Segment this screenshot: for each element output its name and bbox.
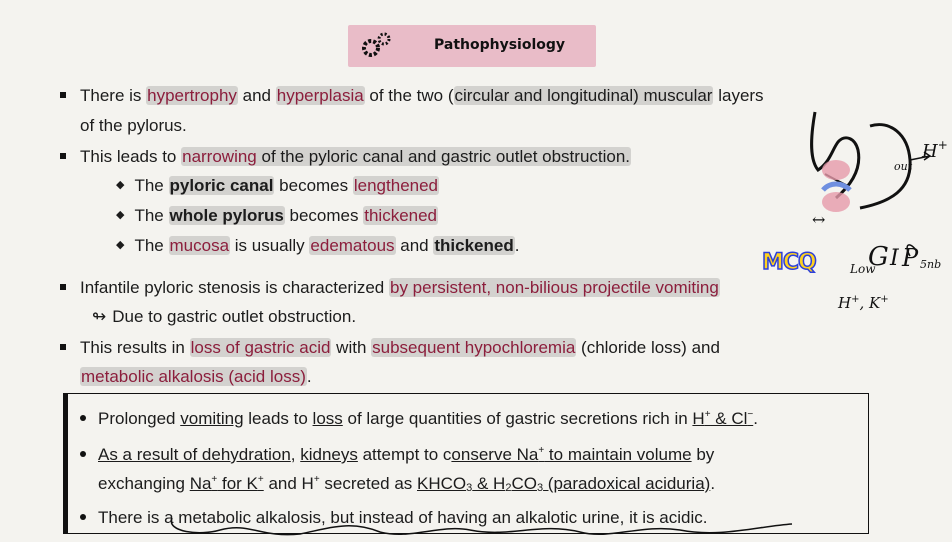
text: exchanging (98, 474, 190, 493)
text: becomes (284, 206, 364, 225)
sub-item (116, 175, 439, 198)
annotation-i: I (890, 246, 899, 271)
text: of the pylorus. (80, 116, 187, 135)
term: mucosa (169, 236, 230, 255)
bullet-icon (60, 153, 66, 159)
bullet-icon (60, 284, 66, 290)
mcq-sticker: MCQ (762, 250, 816, 275)
diamond-bullet-icon: ◆ (116, 238, 125, 251)
text: attempt to c (357, 445, 452, 464)
text: (chloride loss) and (576, 338, 720, 357)
sub-item (116, 205, 438, 228)
annotation-out: out (894, 160, 913, 173)
annotation-sub: 5nb (920, 258, 942, 271)
text: This results in (80, 338, 190, 357)
text: CO (511, 474, 537, 493)
text: (paradoxical aciduria) (543, 474, 711, 493)
text: & H (472, 474, 506, 493)
term: hyperplasia (276, 86, 364, 105)
annotation-arrow: ↔ (812, 210, 826, 229)
superscript: + (257, 474, 264, 485)
annotation-p: P (902, 244, 919, 272)
superscript: + (538, 445, 545, 456)
text: by (691, 445, 715, 464)
subscript: 3 (536, 482, 544, 494)
text: onserve Na (451, 445, 539, 464)
note-item (80, 440, 714, 466)
diamond-bullet-icon: ◆ (116, 178, 125, 191)
text: This leads to (80, 147, 182, 166)
term: whole pylorus (169, 206, 284, 225)
sub-item (116, 235, 519, 258)
term: thickened (434, 236, 514, 255)
superscript: − (747, 409, 754, 420)
text: for K (217, 474, 258, 493)
text: kidneys (300, 445, 358, 464)
list-item (60, 85, 764, 107)
text: and (237, 86, 276, 105)
annotation-g: G (868, 242, 889, 272)
text: and H (263, 474, 314, 493)
term: thickened (364, 206, 438, 225)
annotation-hk: H+, K+ (838, 294, 889, 312)
text: . (753, 409, 758, 428)
list-item (60, 277, 720, 299)
term: metabolic alkalosis (acid loss) (81, 367, 306, 386)
text: , (290, 445, 301, 464)
highlight: circular and longitudinal) muscular (454, 86, 713, 105)
list-item (60, 146, 631, 168)
term: edematous (310, 236, 395, 255)
term: hypertrophy (147, 86, 237, 105)
text: secreted as (319, 474, 417, 493)
bullet-icon (80, 415, 86, 421)
text: . (514, 236, 520, 255)
text: . (710, 474, 716, 493)
text: of the pyloric canal and gastric outlet obstruction. (256, 147, 631, 166)
text: leads to (243, 409, 313, 428)
text: vomiting (180, 409, 244, 428)
bullet-icon (60, 344, 66, 350)
text: There is (80, 86, 147, 105)
list-item-continuation (80, 366, 312, 388)
term: narrowing (182, 147, 257, 166)
text: Prolonged (98, 409, 181, 428)
gears-icon (360, 31, 392, 61)
sub-note (92, 306, 356, 328)
note-item-continuation (98, 469, 715, 499)
term: by persistent, non-bilious projectile vomiting (389, 278, 719, 297)
text: Na (189, 474, 212, 493)
superscript: + (313, 474, 320, 485)
text: becomes (274, 176, 353, 195)
term: pyloric canal (169, 176, 274, 195)
wavy-underline-scribble (160, 512, 810, 540)
subscript: 3 (466, 482, 473, 494)
text: to maintain volume (544, 445, 692, 464)
text: loss (312, 409, 343, 428)
text: with (331, 338, 372, 357)
superscript: + (211, 474, 218, 485)
text: . (306, 367, 312, 386)
text: of large quantities of gastric secretions rich in (342, 409, 693, 428)
list-item-continuation (80, 115, 187, 137)
text: The (134, 206, 169, 225)
text: Due to gastric outlet obstruction. (112, 307, 357, 326)
text: As a result of dehydration (98, 445, 291, 464)
curved-arrow-icon: ↬ (92, 307, 107, 326)
bullet-icon (80, 451, 86, 457)
term: subsequent hypochloremia (372, 338, 576, 357)
bullet-icon (80, 514, 86, 520)
term: loss of gastric acid (190, 338, 331, 357)
annotation-low: Low (850, 262, 876, 276)
term: lengthened (353, 176, 439, 195)
text: The (134, 176, 169, 195)
text: layers (713, 86, 764, 105)
text: The (134, 236, 169, 255)
text: There is a metabolic alkalosis, but instead of having an alkalotic urine, it is acidic. (98, 508, 708, 527)
section-header (348, 25, 596, 67)
subscript: 2 (505, 482, 512, 494)
note-item (80, 404, 758, 430)
text: & Cl (710, 409, 748, 428)
annotation-h-plus: H+ (922, 138, 948, 162)
superscript: + (704, 409, 711, 420)
list-item (60, 337, 720, 359)
text: of the two ( (364, 86, 454, 105)
text: and (395, 236, 434, 255)
text: KHCO (417, 474, 467, 493)
page-title: Pathophysiology (434, 37, 566, 53)
text: is usually (230, 236, 310, 255)
text: H (692, 409, 705, 428)
bullet-icon (60, 92, 66, 98)
diamond-bullet-icon: ◆ (116, 208, 125, 221)
text: Infantile pyloric stenosis is characterized (80, 278, 389, 297)
